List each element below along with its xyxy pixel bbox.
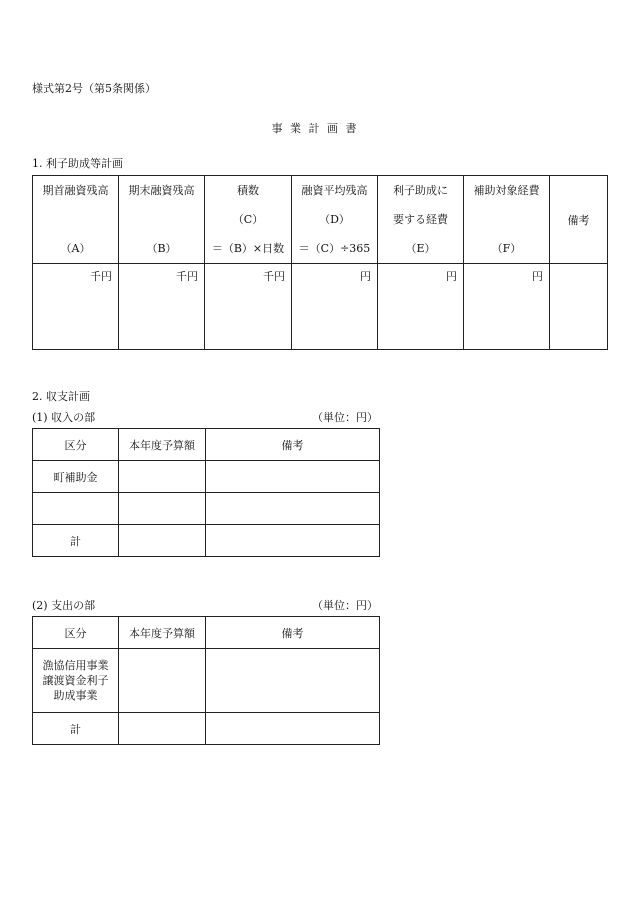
value-cell-a[interactable]: 千円 (33, 264, 119, 350)
income-row-category[interactable] (33, 493, 119, 525)
income-header-category: 区分 (33, 429, 119, 461)
income-unit-note: （単位：円） (312, 411, 378, 424)
header-cell-a: 期首融資残高 （A） (33, 176, 119, 264)
income-row-remarks[interactable] (206, 493, 380, 525)
header-cell-c: 積数 （C） ＝（B）×日数 (205, 176, 292, 264)
interest-subsidy-table (32, 175, 608, 350)
expense-header-remarks: 備考 (206, 617, 380, 649)
header-cell-d: 融資平均残高 （D） ＝（C）÷365 (292, 176, 378, 264)
expense-table (32, 616, 380, 745)
header-cell-remarks: 備考 (550, 176, 608, 264)
income-row-remarks[interactable] (206, 461, 380, 493)
income-header-budget: 本年度予算額 (119, 429, 206, 461)
income-row-budget[interactable] (119, 493, 206, 525)
income-header-remarks: 備考 (206, 429, 380, 461)
income-row-category: 町補助金 (33, 461, 119, 493)
section2-title: 2. 収支計画 (32, 390, 90, 403)
value-cell-e[interactable]: 円 (378, 264, 464, 350)
income-table (32, 428, 380, 557)
expense-row-remarks[interactable] (206, 649, 380, 713)
expense-row-category: 漁協信用事業 譲渡資金利子 助成事業 (33, 649, 119, 713)
form-label: 様式第2号（第5条関係） (32, 82, 156, 95)
expense-row-budget[interactable] (119, 649, 206, 713)
income-row-budget[interactable] (119, 461, 206, 493)
document-title: 事 業 計 画 書 (271, 122, 359, 135)
section1-title: 1. 利子助成等計画 (32, 157, 123, 170)
income-total-remarks[interactable] (206, 525, 380, 557)
expense-unit-note: （単位：円） (312, 599, 378, 612)
expense-total-label: 計 (33, 713, 119, 745)
expense-total-budget[interactable] (119, 713, 206, 745)
header-cell-b: 期末融資残高 （B） (119, 176, 205, 264)
value-cell-remarks[interactable] (550, 264, 608, 350)
value-cell-c[interactable]: 千円 (205, 264, 292, 350)
expense-title: (2) 支出の部 (32, 599, 96, 612)
expense-total-remarks[interactable] (206, 713, 380, 745)
value-cell-b[interactable]: 千円 (119, 264, 205, 350)
income-title: (1) 収入の部 (32, 411, 96, 424)
value-cell-f[interactable]: 円 (464, 264, 550, 350)
value-cell-d[interactable]: 円 (292, 264, 378, 350)
header-cell-f: 補助対象経費 （F） (464, 176, 550, 264)
income-total-label: 計 (33, 525, 119, 557)
expense-header-budget: 本年度予算額 (119, 617, 206, 649)
header-cell-e: 利子助成に 要する経費 （E） (378, 176, 464, 264)
income-total-budget[interactable] (119, 525, 206, 557)
expense-header-category: 区分 (33, 617, 119, 649)
